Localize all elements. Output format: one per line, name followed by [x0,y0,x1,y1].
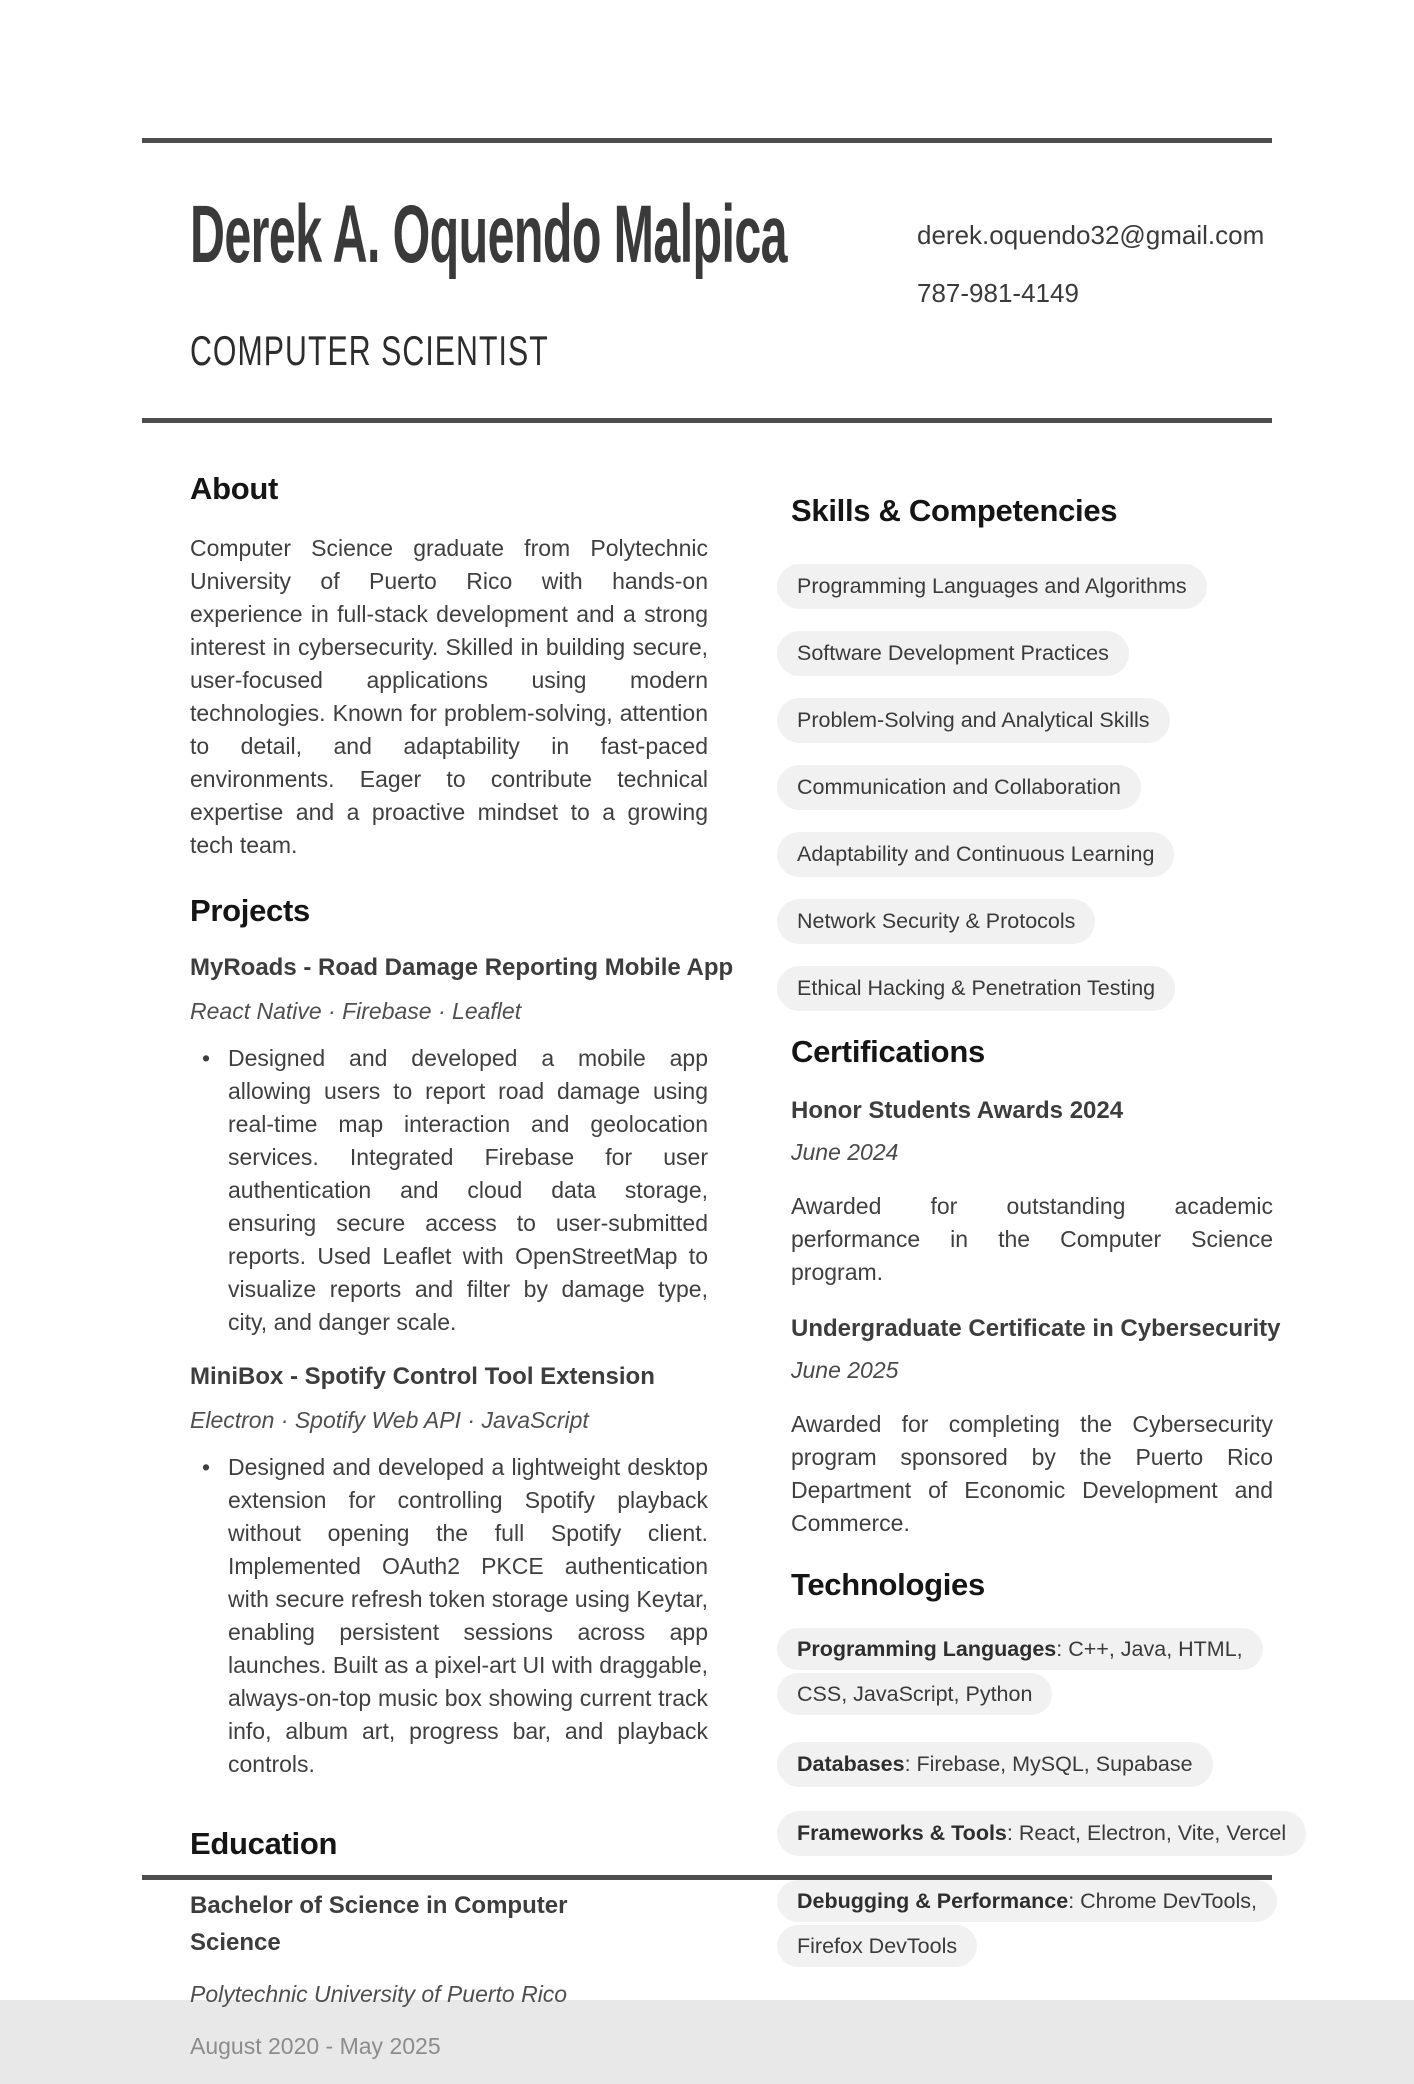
technology-pill [777,1811,1306,1856]
skill-pill: Network Security & Protocols [777,899,1095,944]
technology-pill-label: Databases [797,1752,905,1776]
technologies-list [777,1628,1322,1970]
certification-date: June 2024 [791,1139,899,1165]
certifications-heading: Certifications [791,1034,985,1069]
education-school: Polytechnic University of Puerto Rico [190,1981,568,2007]
technology-pill-label: Programming Languages [797,1637,1057,1661]
skill-pill-row [777,899,1322,944]
certification-description: Awarded for completing the Cybersecurity program sponsored by the Puerto Rico Department of Economic Development and Commerce. [791,1411,1273,1536]
certification-item [777,1095,1322,1289]
skill-pill-row [777,698,1322,743]
technology-pill-row [777,1628,1277,1718]
technology-pill-row [777,1742,1322,1787]
project-item [190,952,734,1339]
skills-heading: Skills & Competencies [791,493,1118,528]
right-column [777,470,1322,1970]
contact-email: derek.oquendo32@gmail.com [917,220,1265,250]
certification-description: Awarded for outstanding academic performance in the Computer Science program. [791,1193,1273,1285]
skill-pill-row [777,765,1322,810]
contact-block [917,220,1264,308]
skill-pill: Ethical Hacking & Penetration Testing [777,966,1175,1011]
certification-title: Honor Students Awards 2024 [791,1097,1124,1124]
education-dates: August 2020 - May 2025 [190,2033,441,2059]
education-heading: Education [190,1826,338,1861]
person-name: Derek A. Oquendo Malpica [190,189,787,280]
technology-pill-row [777,1880,1277,1970]
skill-pill: Problem-Solving and Analytical Skills [777,698,1170,743]
certification-item [777,1313,1322,1540]
skill-pill: Programming Languages and Algorithms [777,564,1207,609]
certification-date: June 2025 [791,1357,899,1383]
technology-pill [777,1628,1263,1715]
person-job-title: COMPUTER SCIENTIST [190,327,549,374]
skill-pill-row [777,631,1322,676]
project-bullet: • Designed and developed a mobile app allowing users to report road damage using real-time map interaction and geolocation services. Integrated Firebase for user authentication and cloud data storage, ensuring secure access to user-submitted reports. Used Leaflet with OpenStreetMap to visualize reports and filter by damage type, city, and danger scale. [190,1042,708,1339]
skill-pill: Communication and Collaboration [777,765,1141,810]
technology-pill-label: Debugging & Performance [797,1889,1069,1913]
technology-pill-value: : Firebase, MySQL, Supabase [904,1752,1193,1776]
project-bullet-list [190,1042,708,1339]
technology-pill-label: Frameworks & Tools [797,1821,1007,1845]
certification-title: Undergraduate Certificate in Cybersecurity [791,1315,1281,1342]
technology-pill-value: : React, Electron, Vite, Vercel [1006,1821,1287,1845]
left-column [190,470,734,2084]
skill-pill-row [777,564,1322,609]
education-degree: Bachelor of Science in Computer Science [190,1892,568,1956]
skill-pill: Software Development Practices [777,631,1129,676]
skill-pill-row [777,832,1322,877]
skill-pill-row [777,966,1322,1011]
divider-bottom [142,1875,1272,1880]
technology-pill [777,1742,1213,1787]
technology-pill [777,1880,1277,1967]
divider-top [142,138,1272,143]
skill-pill: Adaptability and Continuous Learning [777,832,1174,877]
about-heading: About [190,471,279,506]
project-title: MiniBox - Spotify Control Tool Extension [190,1363,655,1390]
project-title: MyRoads - Road Damage Reporting Mobile App [190,954,734,981]
contact-phone: 787-981-4149 [917,278,1079,308]
about-text: Computer Science graduate from Polytechnic University of Puerto Rico with hands-on experience in full-stack development and a strong interest in cybersecurity. Skilled in building secure, user-focused applications using modern technologies. Known for problem-solving, attention to detail, and adaptability in fast-paced environments. Eager to contribute technical expertise and a proactive mindset to a growing tech team. [190,535,708,858]
project-tech-stack: Electron · Spotify Web API · JavaScript [190,1407,589,1433]
technology-pill-value: : Chrome DevTools, Firefox DevTools [797,1889,1257,1958]
skills-list [777,564,1322,1011]
project-bullet-list [190,1451,708,1781]
project-tech-stack: React Native · Firebase · Leaflet [190,998,522,1024]
divider-header [142,418,1272,423]
project-bullet: • Designed and developed a lightweight desktop extension for controlling Spotify playback without opening the full Spotify client. Implemented OAuth2 PKCE authentication with secure refresh token storage using Keytar, enabling persistent sessions across app launches. Built as a pixel-art UI with draggable, always-on-top music box showing current track info, album art, progress bar, and playback controls. [190,1451,708,1781]
technologies-heading: Technologies [791,1567,985,1602]
project-item [190,1361,708,1781]
technology-pill-value: : C++, Java, HTML, CSS, JavaScript, Python [797,1637,1243,1706]
technology-pill-row [777,1811,1322,1856]
projects-heading: Projects [190,893,310,928]
